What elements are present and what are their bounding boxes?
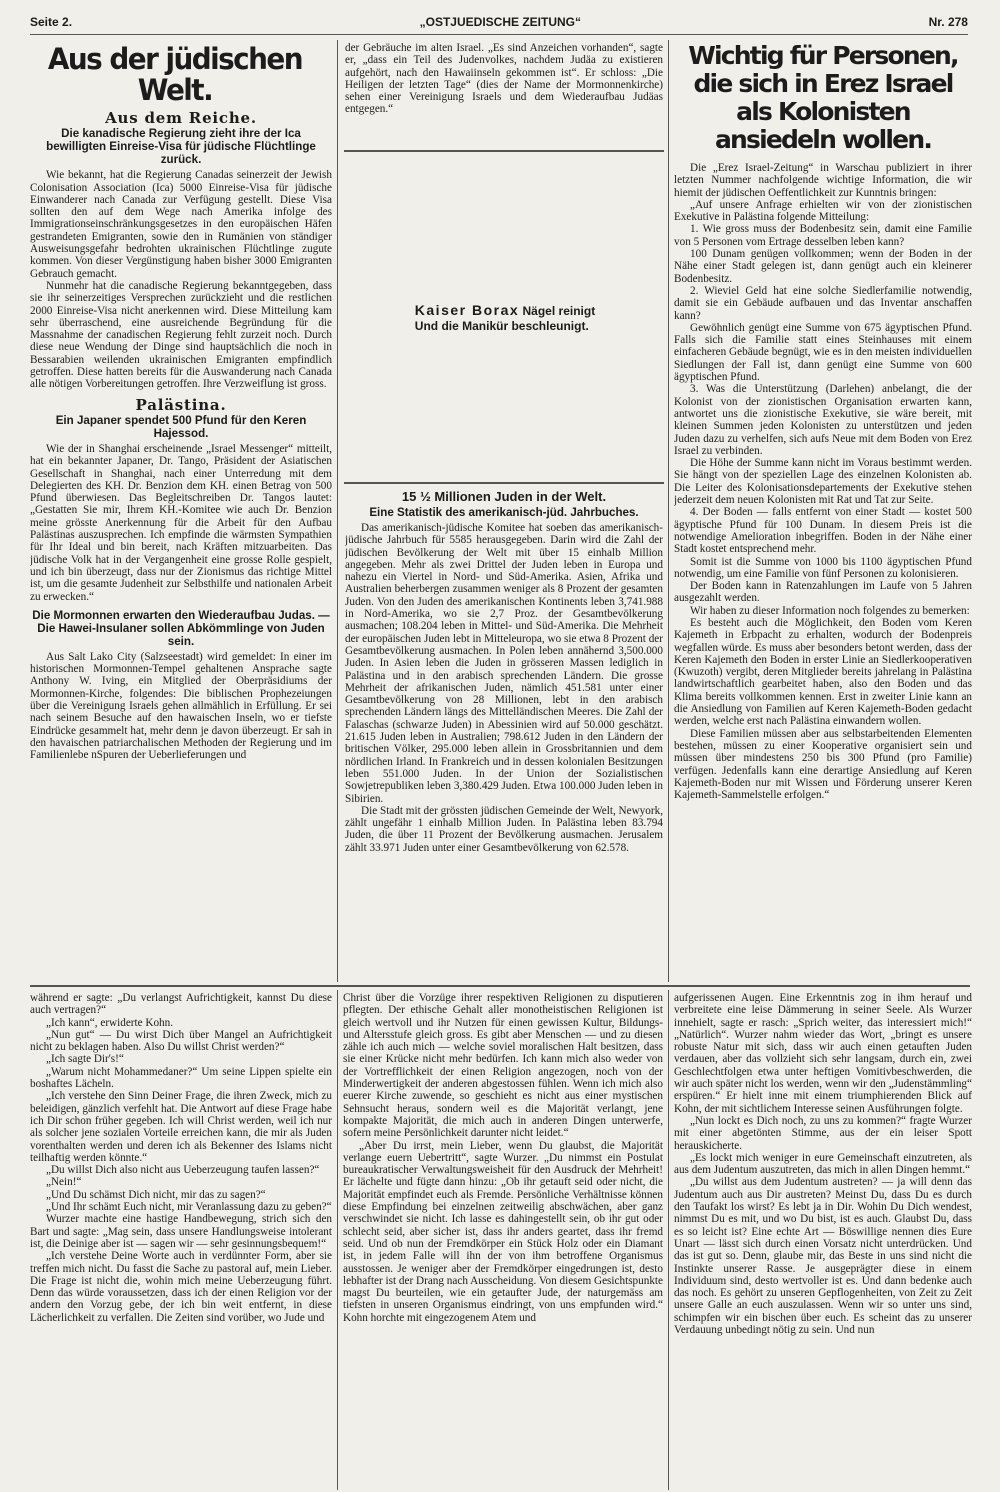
article-paragraph: Nunmehr hat die canadische Regierung bekanntgegeben, dass sie ihr seinerzeitiges Versprechen zurückzieht und die restlichen 2000 Einreise-Visa nicht anerkennen wird. Diese Mitteilung kam sehr überraschend, eine ausreichende Begründung für die Massnahme der canadischen Regierung fehlt zurzeit noch. Durch diese neue Wendung der Dinge sind hauptsächlich die noch in Bessarabien weilenden ukrainischen Emigranten empfindlich getroffen. Diese hatten bereits für die Auswanderung nach Canada alle nötigen Vorbereitungen getroffen. Ihre Verzweiflung ist gross. bbox=[30, 279, 332, 391]
article-headline: Die Mormonnen erwarten den Wiederaufbau Judas. — Die Hawei-Insulaner sollen Abkömmlinge von Juden sein. bbox=[32, 608, 330, 648]
column-rule bbox=[668, 990, 669, 1490]
article-paragraph: Wir haben zu dieser Information noch folgendes zu bemerken: bbox=[690, 604, 970, 617]
story-paragraph: „Nun gut“ — Du wirst Dich über Mangel an Aufrichtigkeit nicht zu beklagen haben. Also Du willst Christ werden?“ bbox=[30, 1028, 332, 1054]
ad-border bbox=[344, 482, 664, 484]
section-heading-palestine: Palästina. bbox=[135, 395, 227, 414]
ad-brand: Kaiser Borax bbox=[414, 301, 520, 318]
article-paragraph: 3. Was die Unterstützung (Darlehen) anbelangt, die der Kolonist von der zionistischen Organisation erwarten kann, antwortet uns die zionistische Exekutive, sie wäre bereit, mit kleinen Summen jeden Kolonisten zu unterstützen und jeden Juden dazu zu verhelfen, sich aufs Neue mit dem Boden von Erez Israel zu verbinden. bbox=[674, 383, 972, 457]
column-rule bbox=[337, 40, 338, 982]
article-paragraph: Die „Erez Israel-Zeitung“ in Warschau publiziert in ihrer letzten Nummer nachfolgende wichtige Information, die wir hiemit der jüdischen Oeffentlichkeit zur Kunntnis bringen: bbox=[674, 162, 972, 199]
story-paragraph: „Du willst aus dem Judentum austreten? — ja will denn das Judentum auch aus Dir austreten? Meinst Du, dass Du es durch den Taufakt los wirst? Es lebt ja in Dir. Wohin Du Dich wendest, nimmst Du es mit, und wo Du bist, ist es auch. Glaubst Du, dass es so leicht ist? Eine echte Art — Böswillige nennen dies Eure Unart — lässt sich durch einen Vorsatz nicht unterdrücken. Und das ist gut so. Denn, glaube mir, das Beste in uns sind nicht die Instinkte unserer Rasse. Je ausgeprägter diese in einem Individuum sind, desto wertvoller ist es. Und dann bedenke auch das noch. Es gehört zu unseren Gepflogenheiten, von Zeit zu Zeit unsere Galle an euch auszulassen. Wenn wir so unter uns sind, schimpfen wir ein bischen über euch. Es scheint das zu unserer Verdauung unbedingt nötig zu sein. Und nun bbox=[674, 1176, 972, 1337]
story-paragraph: während er sagte: „Du verlangst Aufrichtigkeit, kannst Du diese auch vertragen?“ bbox=[30, 992, 332, 1017]
section-separator bbox=[30, 985, 970, 987]
story-paragraph: „Ich verstehe den Sinn Deiner Frage, die ihren Zweck, mich zu beleidigen, gänzlich verfehlt hat. Die Antwort auf diese Frage habe ich Dir schon früher gegeben. Ich will Christ werden, weil ich nur als solcher jene sozialen Vorteile erreichen kann, die mir als Juden vorenthalten werden und deren ich als Bekenner des Islams nicht teilhaftig werden könnte.“ bbox=[30, 1090, 332, 1164]
article-body bbox=[30, 651, 332, 762]
column-middle bbox=[345, 42, 663, 148]
article-paragraph: Es besteht auch die Möglichkeit, den Boden vom Keren Kajemeth in Erbpacht zu erhalten, wodurch der Bodenpreis wegfallen würde. Es muss aber besonders betont werden, dass der Keren Kajemeth den Boden in erster Linie an Siedlerkooperativen (Kwuzoth) vergibt, deren Mitglieder bereits jahrelang in Palästina landwirtschaftlich gearbeitet haben, also den Boden und das Klima bereits vollkommen kennen. Erst in zweiter Linie kann an die Ansiedlung von Familien auf Keren Kajemeth-Boden gedacht werden, welche erst nach Palästina einwandern wollen. bbox=[674, 616, 972, 728]
story-paragraph: Wurzer machte eine hastige Handbewegung, strich sich den Bart und sagte: „Mag sein, dass unsere Handlungsweise intolerant ist, die Deinige aber ist — sagen wir — sehr gesinnungsbequem!“ bbox=[30, 1213, 332, 1250]
issue-number: Nr. 278 bbox=[928, 15, 968, 29]
article-headline: Ein Japaner spendet 500 Pfund für den Keren Hajessod. bbox=[55, 413, 307, 440]
advertisement-kaiser-borax bbox=[346, 158, 664, 478]
article-paragraph: Wie bekannt, hat die Regierung Canadas seinerzeit der Jewish Colonisation Association (Ica) 5000 Einreise-Visa für jüdische Einwanderer nach Canada zur Verfügung gestellt. Diese Visa sollten den auf dem Wege nach Amerika infolge des Immigrationseinschränkungsgesetzes in den europäischen Häfen gestrandeten Emigranten, sowie den in Rumänien von ständiger Ausweisungsgefahr bedrohten ukrainischen Flüchtlinge zugute kommen. Von dieser Vergünstigung haben bisher 3000 Emigranten Gebrauch gemacht. bbox=[30, 169, 332, 280]
story-paragraph: „Aber Du irrst, mein Lieber, wenn Du glaubst, die Majorität verlange euern Uebertritt“, sagte Wurzer. „Du nimmst ein Postulat bureaukratischer Verwaltungsweisheit für den Ausdruck der Mehrheit! Er lächelte und fügte dann hinzu: „Ob ihr getauft seid oder nicht, die Majorität empfindet euch als Fremde. Persönliche Verhältnisse können diese Empfindung bei einzelnen zeitweilig abschwächen, aber ganz verschwindet sie nicht. Ich lasse es dahingestellt sein, ob ihr gut oder schlecht seid, aber sicher ist, dass ihr anders geartet, dass ihr fremd seid. Und ob nun der Fremdkörper ein Stück Holz oder ein Diamant ist, in jedem Falle will ihn der von ihm betroffene Organismus ausstossen. Je weniger aber der Fremdkörper eingedrungen ist, desto lebhafter ist der Drang nach Ausscheidung. Von diesem Gesichtspunkte magst Du beurteilen, wie ein getaufter Jude, der naturgemäss am tiefsten in unseren Organismus eindringt, von uns empfunden wird.“ Kohn horchte mit eingezogenem Atem und bbox=[343, 1139, 663, 1324]
story-paragraph: „Nein!“ bbox=[46, 1176, 82, 1189]
column-statistics bbox=[345, 488, 663, 982]
article-paragraph: Aus Salt Lako City (Salzseestadt) wird gemeldet: In einer im historischen Mormonnen-Tempel gehaltenen Ansprache sagte Anthony W. Iving, ein Mitglied der Oberpräsidiums der Mormonnen-Kirche, folgendes: Die biblischen Prophezeiungen über die Vereinigung Israels gehen allmählich in Erfüllung. Er sei nach seinem Besuche auf den hawaischen Inseln, wo er tiefste Eindrücke gesammelt hat, mehr denn je davon überzeugt. Er sah in den havaischen patriarchalischen Methoden der Regierung und im Familienlebe nSpuren der Ueberlieferungen und bbox=[30, 650, 332, 762]
page-number-label: Seite 2. bbox=[30, 15, 73, 29]
article-paragraph: Der Boden kann in Ratenzahlungen im Laufe von 5 Jahren ausgezahlt werden. bbox=[674, 580, 972, 605]
article-headline: Die kanadische Regierung zieht ihre der Ica bewilligten Einreise-Visa für jüdische Flüchtlinge zurück. bbox=[46, 127, 316, 167]
article-paragraph: 100 Dunam genügen vollkommen; wenn der Boden in der Nähe einer Stadt gelegen ist, dann genügt auch ein kleinerer Bodenbesitz. bbox=[674, 248, 972, 285]
article-headline: 15 ½ Millionen Juden in der Welt. bbox=[401, 489, 607, 504]
article-paragraph: Somit ist die Summe von 1000 bis 1100 ägyptischen Pfund notwendig, um eine Familie von fünf Personen zu kolonisieren. bbox=[674, 555, 972, 580]
story-paragraph: „Ich sagte Dir's!“ bbox=[46, 1053, 124, 1066]
story-column-1 bbox=[30, 992, 332, 1487]
article-paragraph: Wie der in Shanghai erscheinende „Israel Messenger“ mitteilt, hat ein bekannter Japaner, Dr. Tango, Präsident der Asiatischen Gesellschaft in Shanghai, nach einer Unterredung mit dem Delegierten des KH. Dr. Benzion dem KH. einen Betrag von 500 Pfund überwiesen. Das Begleitschreiben Dr. Tangos lautet: „Gestatten Sie mir, Ihrem KH.-Komitee wie auch Dr. Benzion meine grösste Anerkennung für die Arbeit für den Aufbau Palästinas auszusprechen. Ich empfinde die wärmsten Sympathien für Ihr Ideal und bin bereit, nach Kräften mitzuarbeiten. Das jüdische Volk hat in der Vergangenheit eine grosse Rolle gespielt, und ich bin überzeugt, dass nur der Zionismus das richtige Mittel ist, um die gesamte Judenheit zur Selbsthilfe und nationalen Arbeit zu erwecken.“ bbox=[30, 442, 332, 603]
article-paragraph: Das amerikanisch-jüdische Komitee hat soeben das amerikanisch-jüdische Jahrbuch für 5585 herausgegeben. Darin wird die Zahl der jüdischen Bevölkerung der Welt mit über 15 einhalb Million angegeben. Mehr als zwei Drittel der Juden leben in Europa und nahezu ein Viertel in Nord- und Süd-Amerika. Asien, Afrika und Australien beherbergen zusammen weniger als 8 Prozent der gesamten Juden. Von den Juden des amerikanischen Kontinents leben 3,741.988 in Nord-Amerika, wo sie 2,7 Proz. der Gesamtbevölkerung ausmachen; 108.204 leben in Mittel- und Süd-Amerika. Die Mehrheit der europäischen Juden lebt in Mitteleuropa, wo sie etwa 8 Prozent der Gesamtbevölkerung ausmachen. In Polen leben annähernd 3,500.000 Juden. In Asien leben die Juden in grösseren Massen lediglich in Palästina und in den arabisch sprechenden Ländern. Die grosse Mehrheit der afrikanischen Juden, nämlich 451.581 unter einer Gesamtbevölkerung von 28 Millionen, lebt in den arabisch sprechenden Ländern längs des Mittelländischen Meeres. Die Zahl der Falaschas (schwarze Juden) in Abessinien wird auf 50.000 geschätzt. 21.615 Juden leben in Australien; 798.612 Juden in den Ländern der britischen Völker, 295.000 leben allein in Grossbritannien und dem nördlichen Irland. In Frankreich und in dessen kolonialen Besitzungen leben 551.000 Juden. In der Union der Sozialistischen Sowjetrepubliken leben 3,380.429 Juden. Etwa 100.000 Juden leben in Sibirien. bbox=[345, 522, 663, 805]
article-body bbox=[345, 522, 663, 854]
article-body bbox=[30, 169, 332, 390]
column-rule bbox=[668, 40, 669, 982]
article-body bbox=[30, 443, 332, 603]
story-paragraph: „Warum nicht Mohammedaner?“ Um seine Lippen spielte ein boshaftes Lächeln. bbox=[30, 1065, 332, 1091]
article-paragraph: Gewöhnlich genügt eine Summe von 675 ägyptischen Pfund. Falls sich die Familie statt eines Steinhauses mit einem einfacheren Gebäude begnügt, wie es in den meisten individuellen Siedlungen der Fall ist, dann genügt eine Summe von 600 ägyptischen Pfund. bbox=[674, 321, 972, 384]
article-paragraph: 1. Wie gross muss der Bodenbesitz sein, damit eine Familie von 5 Personen vom Ertrage desselben leben kann? bbox=[674, 223, 972, 248]
article-paragraph: 4. Der Boden — falls entfernt von einer Stadt — kostet 500 ägyptische Pfund für 100 Dunam. In diesem Preis ist die notwendige Amelioration inbegriffen. Boden in der Nähe einer Stadt kostet entsprechend mehr. bbox=[674, 506, 972, 556]
article-paragraph: der Gebräuche im alten Israel. „Es sind Anzeichen vorhanden“, sagte er, „dass ein Teil des Judenvolkes, nachdem Judäa zu existieren aufgehört, nach den Hawaiinseln gekommen ist“. Er schloss: „Die Heiligen der letzten Tage“ (dies der Name der Mormonnenkirche) sehen einer Vereinigung Israels und dem Wiederaufbau Judäas entgegen.“ bbox=[345, 42, 663, 116]
ad-line: Nägel reinigt bbox=[522, 303, 596, 318]
article-paragraph: „Auf unsere Anfrage erhielten wir von der zionistischen Exekutive in Palästina folgende Mitteilung: bbox=[674, 198, 972, 224]
story-column-2 bbox=[343, 992, 663, 1487]
column-erez-israel bbox=[674, 42, 972, 982]
article-subheadline: Eine Statistik des amerikanisch-jüd. Jahrbuches. bbox=[369, 506, 639, 519]
story-paragraph: „Es lockt mich weniger in eure Gemeinschaft einzutreten, als aus dem Judentum auszutreten, das mich in allen Dingen hemmt.“ bbox=[674, 1151, 972, 1177]
ad-text bbox=[415, 303, 595, 334]
ad-line: Und die Manikür beschleunigt. bbox=[414, 318, 589, 333]
section-heading-reich: Aus dem Reiche. bbox=[105, 109, 257, 127]
story-paragraph: „Du willst Dich also nicht aus Ueberzeugung taufen lassen?“ bbox=[46, 1164, 320, 1177]
story-paragraph: „Nun lockt es Dich noch, zu uns zu kommen?“ fragte Wurzer mit einer abgetönten Stimme, aus der ein leiser Spott herauskicherte. bbox=[674, 1114, 972, 1152]
article-paragraph: Die Stadt mit der grössten jüdischen Gemeinde der Welt, Newyork, zählt ungefähr 1 einhalb Million Juden. In Palästina leben 83.794 Juden, die über 11 Prozent der Bevölkerung ausmachen. Jerusalem zählt 33.971 Juden unter einer Gesamtbevölkerung von 62.578. bbox=[345, 804, 663, 854]
column-jewish-world bbox=[30, 42, 332, 982]
article-body bbox=[674, 162, 972, 801]
story-column-3 bbox=[674, 992, 972, 1487]
story-paragraph: „Ich verstehe Deine Worte auch in verdünnter Form, aber sie treffen mich nicht. Du fasst die Sache zu pastoral auf, mein Lieber. Die Frage ist nicht die, wohin mich meine Ueberzeugung führt. Denn das würde voraussetzen, dass ich der einen Religion vor der andern den Vorzug gebe, der ich bin weit entfernt, in diese Lächerlichkeit zu verfallen. Die Zeiten sind vorüber, wo Jude und bbox=[30, 1250, 332, 1324]
article-title-settlers: Wichtig für Personen, die sich in Erez Israel als Kolonisten ansiedeln wollen. bbox=[688, 42, 958, 154]
story-paragraph: aufgerissenen Augen. Eine Erkenntnis zog in ihm herauf und verbreitete eine leise Dämmerung in seiner Seele. Als Wurzer innehielt, sagte er rasch: „Sprich weiter, das interessiert mich!“ „Natürlich“. Wurzer nahm wieder das Wort, „bringt es unsere robuste Natur mit sich, dass wir auch einen getauften Juden verdauen, aber das vollzieht sich sehr langsam, durch ein, zwei Geschlechtfolgen etwa unter heftigen Vomitivbeschwerden, die wir auch später nicht los werden, wenn wir den „Judenstämmling“ erspüren.“ Er hielt inne mit einem triumphierenden Blick auf Kohn, der mit sichtlichem Interesse seinen Ausführungen folgte. bbox=[674, 992, 972, 1115]
story-paragraph: Christ über die Vorzüge ihrer respektiven Religionen zu disputieren pflegten. Der ethische Gehalt aller monotheistischen Religionen ist gleich wertvoll und ihr Nutzen für einen gewissen Kultur, Bildungs- und Altersstufe gleich gross. Es gibt aber Menschen — und zu diesen zähle ich auch mich — welche soviel moralischen Halt besitzen, dass sie einer Krücke nicht mehr bedürfen. Ich kann mich also weder von der Vortrefflichkeit der einen Religion angezogen, noch von der Minderwertigkeit der anderen abgestossen fühlen. Wenn ich mich also euerer Kirche zuwende, so geschieht es nicht aus einer mystischen Sehnsucht heraus, sondern weil es die Majorität verlangt, jene kompakte Majorität, die mich auch in anderen Dingen unterwerfe, sofern meine Persönlichkeit darunter nicht leidet.“ bbox=[343, 992, 663, 1140]
story-paragraph: „Und Du schämst Dich nicht, mir das zu sagen?“ bbox=[46, 1188, 266, 1201]
article-paragraph: Diese Familien müssen aber aus selbstarbeitenden Elementen bestehen, müssen zu einer Kooperative organisiert sein und müssen über mindestens 250 bis 300 Pfund (pro Familie) verfügen. Jedenfalls kann eine derartige Ansiedlung auf Keren Kajemeth-Boden nur mit Wissen und Förderung unserer Keren Kajemeth-Sammelstelle erfolgen.“ bbox=[674, 727, 972, 802]
column-rule bbox=[337, 990, 338, 1490]
article-paragraph: Die Höhe der Summe kann nicht im Voraus bestimmt werden. Sie hängt von der speziellen Lage des einzelnen Kolonisten ab. Die Leiter des Kolonisationsdepartements der Exekutive stehen jederzeit dem neuen Kolonisten mit Rat und Tat zur Seite. bbox=[674, 457, 972, 507]
article-paragraph: 2. Wieviel Geld hat eine solche Siedlerfamilie notwendig, damit sie ein Gebäude aufbauen und das Inventar anschaffen kann? bbox=[674, 284, 972, 322]
story-paragraph: „Ich kann“, erwiderte Kohn. bbox=[46, 1016, 174, 1029]
newspaper-masthead: „OSTJUEDISCHE ZEITUNG“ bbox=[419, 15, 581, 29]
page-header bbox=[30, 10, 968, 35]
main-section-title: Aus der jüdischen Welt. bbox=[47, 42, 303, 107]
ad-border bbox=[344, 150, 664, 152]
story-paragraph: „Und Ihr schämt Euch nicht, mir Veranlassung dazu zu geben?“ bbox=[46, 1201, 332, 1214]
